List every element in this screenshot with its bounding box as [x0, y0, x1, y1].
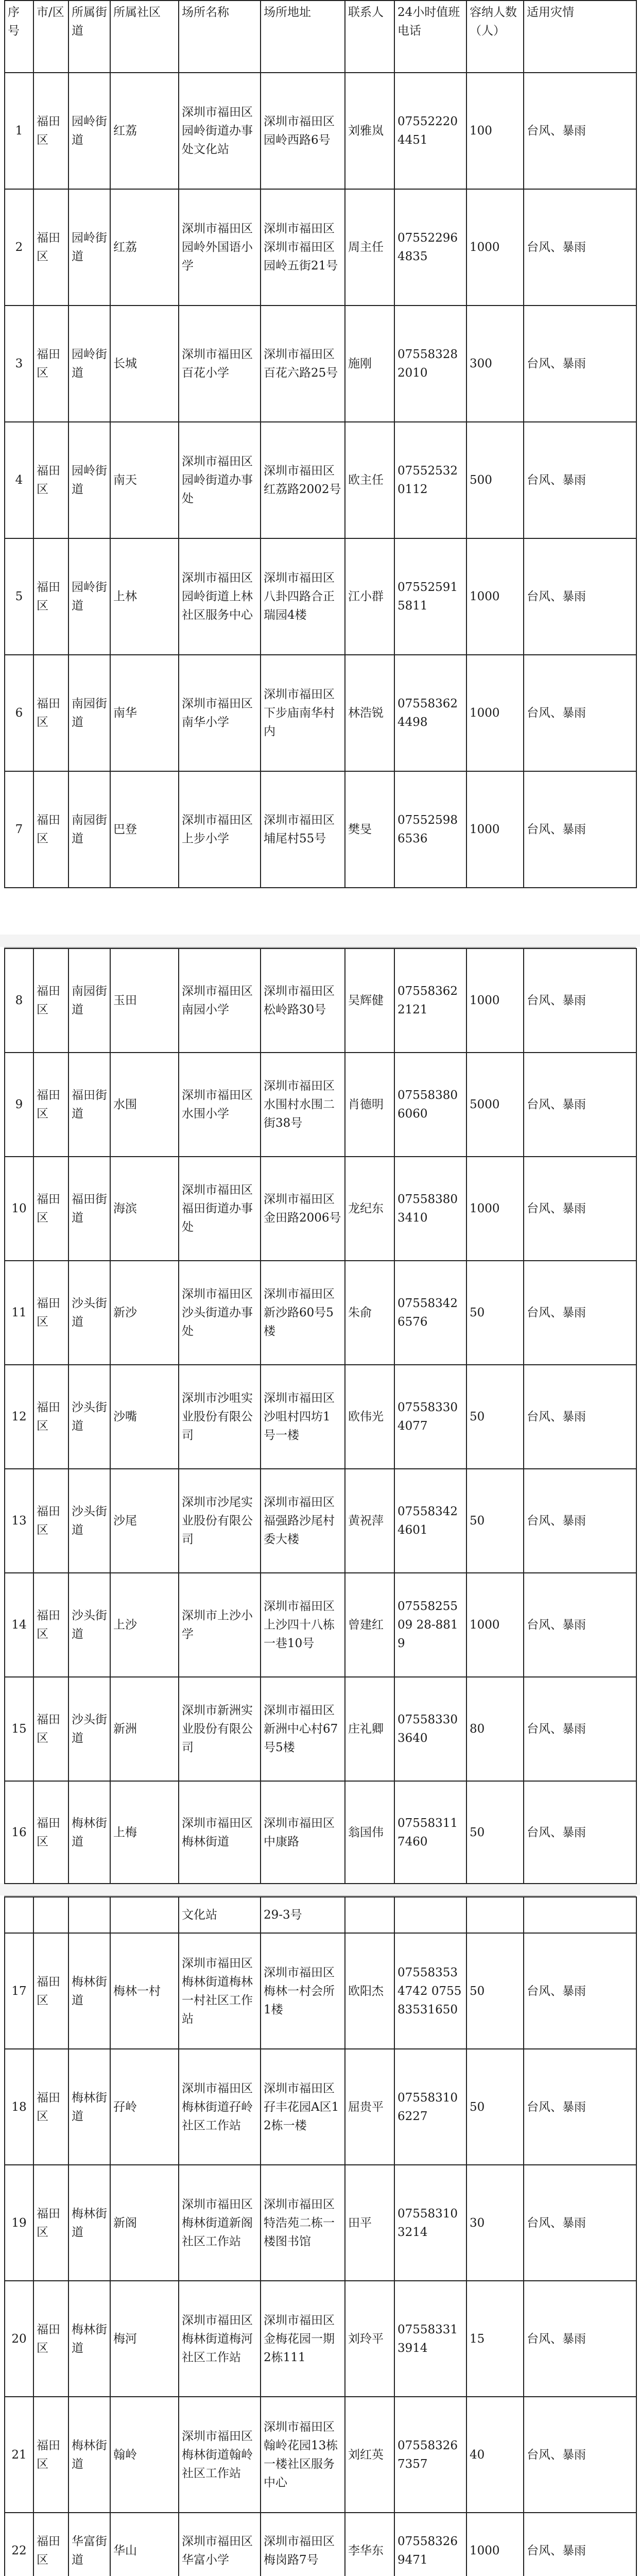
street-cell: 南园街道	[68, 655, 110, 771]
district-cell: 福田区	[33, 2165, 68, 2281]
district-cell: 福田区	[33, 948, 68, 1053]
community-cell: 红荔	[110, 73, 179, 189]
community-cell: 玉田	[110, 948, 179, 1053]
serial-cell: 19	[5, 2165, 33, 2281]
venue-name-cell: 深圳市新洲实业股份有限公司	[179, 1677, 261, 1781]
community-cell: 红荔	[110, 189, 179, 306]
street-cell: 梅林街道	[68, 2281, 110, 2397]
serial-cell: 20	[5, 2281, 33, 2397]
address-cell: 深圳市福田区水围村水围二街38号	[261, 1053, 345, 1157]
table-row	[5, 1897, 636, 1933]
phone-cell: 075583267357	[394, 2397, 466, 2513]
contact-cell: 田平	[345, 2165, 394, 2281]
district-cell: 福田区	[33, 73, 68, 189]
street-cell	[68, 1897, 110, 1933]
table-row	[5, 1677, 636, 1781]
capacity-cell: 1000	[466, 2513, 524, 2576]
community-cell: 新阁	[110, 2165, 179, 2281]
venue-name-cell: 深圳市沙咀实业股份有限公司	[179, 1365, 261, 1469]
capacity-cell: 1000	[466, 189, 524, 306]
address-cell: 深圳市福田区下步庙南华村内	[261, 655, 345, 771]
capacity-cell: 80	[466, 1677, 524, 1781]
community-cell: 梅河	[110, 2281, 179, 2397]
address-cell: 深圳市福田区新洲中心村67号5楼	[261, 1677, 345, 1781]
phone-cell: 075583424601	[394, 1469, 466, 1573]
disaster-cell: 台风、暴雨	[524, 655, 636, 771]
shelter-table	[4, 0, 637, 888]
serial-cell: 8	[5, 948, 33, 1053]
table-section	[4, 1895, 636, 2576]
shelter-table	[4, 948, 637, 1884]
contact-cell: 周主任	[345, 189, 394, 306]
phone-cell: 075583313914	[394, 2281, 466, 2397]
community-cell: 梅林一村	[110, 1933, 179, 2049]
capacity-cell: 500	[466, 422, 524, 538]
table-section	[4, 0, 636, 888]
capacity-cell: 50	[466, 1469, 524, 1573]
disaster-cell: 台风、暴雨	[524, 73, 636, 189]
venue-name-cell: 深圳市福田区梅林街道新阁社区工作站	[179, 2165, 261, 2281]
column-header: 容纳人数（人）	[466, 1, 524, 73]
capacity-cell: 50	[466, 1933, 524, 2049]
capacity-cell: 1000	[466, 1157, 524, 1261]
serial-cell: 15	[5, 1677, 33, 1781]
venue-name-cell: 深圳市上沙小学	[179, 1573, 261, 1677]
address-cell: 深圳市福田区沙咀村四坊1号一楼	[261, 1365, 345, 1469]
contact-cell: 肖德明	[345, 1053, 394, 1157]
district-cell: 福田区	[33, 1933, 68, 2049]
contact-cell: 李华东	[345, 2513, 394, 2576]
address-cell: 深圳市福田区八卦四路合正瑞园4楼	[261, 538, 345, 655]
venue-name-cell: 深圳市福田区南园小学	[179, 948, 261, 1053]
venue-name-cell: 文化站	[179, 1897, 261, 1933]
serial-cell: 9	[5, 1053, 33, 1157]
disaster-cell: 台风、暴雨	[524, 1365, 636, 1469]
capacity-cell: 50	[466, 1261, 524, 1365]
district-cell: 福田区	[33, 2513, 68, 2576]
street-cell: 华富街道	[68, 2513, 110, 2576]
community-cell: 水围	[110, 1053, 179, 1157]
phone-cell: 075583117460	[394, 1781, 466, 1884]
venue-name-cell: 深圳市福田区福田街道办事处	[179, 1157, 261, 1261]
address-cell: 深圳市福田区上沙四十八栋一巷10号	[261, 1573, 345, 1677]
contact-cell: 朱俞	[345, 1261, 394, 1365]
contact-cell: 刘玲平	[345, 2281, 394, 2397]
serial-cell: 11	[5, 1261, 33, 1365]
shelter-table	[4, 1896, 637, 2576]
table-row	[5, 2049, 636, 2165]
serial-cell: 18	[5, 2049, 33, 2165]
capacity-cell	[466, 1897, 524, 1933]
phone-cell: 075583622121	[394, 948, 466, 1053]
address-cell: 深圳市福田区深圳市福田区园岭五街21号	[261, 189, 345, 306]
district-cell: 福田区	[33, 189, 68, 306]
district-cell: 福田区	[33, 422, 68, 538]
serial-cell: 16	[5, 1781, 33, 1884]
phone-cell: 075522964835	[394, 189, 466, 306]
community-cell: 华山	[110, 2513, 179, 2576]
community-cell: 南华	[110, 655, 179, 771]
community-cell: 巴登	[110, 771, 179, 888]
venue-name-cell: 深圳市福田区华富小学	[179, 2513, 261, 2576]
contact-cell: 庄礼卿	[345, 1677, 394, 1781]
contact-cell: 吴辉健	[345, 948, 394, 1053]
capacity-cell: 1000	[466, 655, 524, 771]
street-cell: 园岭街道	[68, 538, 110, 655]
disaster-cell: 台风、暴雨	[524, 306, 636, 422]
disaster-cell: 台风、暴雨	[524, 2049, 636, 2165]
table-row	[5, 538, 636, 655]
venue-name-cell: 深圳市福田区园岭街道办事处文化站	[179, 73, 261, 189]
district-cell: 福田区	[33, 2397, 68, 2513]
column-header: 所属街道	[68, 1, 110, 73]
address-cell: 深圳市福田区金田路2006号	[261, 1157, 345, 1261]
column-header: 序号	[5, 1, 33, 73]
table-row	[5, 1933, 636, 2049]
column-header: 市/区	[33, 1, 68, 73]
contact-cell: 龙纪东	[345, 1157, 394, 1261]
venue-name-cell: 深圳市福田区园岭外国语小学	[179, 189, 261, 306]
phone-cell: 075583806060	[394, 1053, 466, 1157]
district-cell: 福田区	[33, 2281, 68, 2397]
street-cell: 沙头街道	[68, 1261, 110, 1365]
disaster-cell: 台风、暴雨	[524, 1677, 636, 1781]
contact-cell: 欧伟光	[345, 1365, 394, 1469]
contact-cell: 樊旻	[345, 771, 394, 888]
column-header: 24小时值班电话	[394, 1, 466, 73]
phone-cell: 075583103214	[394, 2165, 466, 2281]
serial-cell: 10	[5, 1157, 33, 1261]
contact-cell: 刘雅岚	[345, 73, 394, 189]
contact-cell: 施刚	[345, 306, 394, 422]
street-cell: 福田街道	[68, 1157, 110, 1261]
disaster-cell: 台风、暴雨	[524, 1261, 636, 1365]
district-cell: 福田区	[33, 306, 68, 422]
community-cell: 海滨	[110, 1157, 179, 1261]
disaster-cell: 台风、暴雨	[524, 1469, 636, 1573]
street-cell: 南园街道	[68, 771, 110, 888]
table-row	[5, 2397, 636, 2513]
table-section	[4, 947, 636, 1884]
venue-name-cell: 深圳市福田区梅林街道孖岭社区工作站	[179, 2049, 261, 2165]
phone-cell: 075525915811	[394, 538, 466, 655]
serial-cell: 5	[5, 538, 33, 655]
serial-cell: 17	[5, 1933, 33, 2049]
venue-name-cell: 深圳市福田区园岭街道办事处	[179, 422, 261, 538]
disaster-cell: 台风、暴雨	[524, 538, 636, 655]
address-cell: 29-3号	[261, 1897, 345, 1933]
venue-name-cell: 深圳市福田区梅林街道	[179, 1781, 261, 1884]
capacity-cell: 50	[466, 2049, 524, 2165]
district-cell: 福田区	[33, 771, 68, 888]
capacity-cell: 1000	[466, 771, 524, 888]
contact-cell: 欧阳杰	[345, 1933, 394, 2049]
column-header: 场所地址	[261, 1, 345, 73]
phone-cell: 075525320112	[394, 422, 466, 538]
community-cell: 翰岭	[110, 2397, 179, 2513]
community-cell	[110, 1897, 179, 1933]
phone-cell: 075583106227	[394, 2049, 466, 2165]
capacity-cell: 1000	[466, 948, 524, 1053]
table-row	[5, 1157, 636, 1261]
serial-cell: 13	[5, 1469, 33, 1573]
address-cell: 深圳市福田区金梅花园一期2栋111	[261, 2281, 345, 2397]
disaster-cell: 台风、暴雨	[524, 771, 636, 888]
address-cell: 深圳市福田区红荔路2002号	[261, 422, 345, 538]
table-row	[5, 2281, 636, 2397]
table-header-row	[5, 1, 636, 73]
street-cell: 园岭街道	[68, 422, 110, 538]
disaster-cell: 台风、暴雨	[524, 2165, 636, 2281]
community-cell: 长城	[110, 306, 179, 422]
serial-cell: 3	[5, 306, 33, 422]
capacity-cell: 40	[466, 2397, 524, 2513]
street-cell: 沙头街道	[68, 1573, 110, 1677]
disaster-cell: 台风、暴雨	[524, 1781, 636, 1884]
street-cell: 园岭街道	[68, 189, 110, 306]
district-cell: 福田区	[33, 1157, 68, 1261]
contact-cell: 江小群	[345, 538, 394, 655]
phone-cell: 075583803410	[394, 1157, 466, 1261]
phone-cell: 075583282010	[394, 306, 466, 422]
venue-name-cell: 深圳市福田区南华小学	[179, 655, 261, 771]
table-row	[5, 1053, 636, 1157]
street-cell: 园岭街道	[68, 306, 110, 422]
table-row	[5, 1469, 636, 1573]
district-cell: 福田区	[33, 1261, 68, 1365]
street-cell: 沙头街道	[68, 1677, 110, 1781]
disaster-cell: 台风、暴雨	[524, 1053, 636, 1157]
serial-cell: 6	[5, 655, 33, 771]
serial-cell: 14	[5, 1573, 33, 1677]
disaster-cell	[524, 1897, 636, 1933]
serial-cell: 22	[5, 2513, 33, 2576]
disaster-cell: 台风、暴雨	[524, 2281, 636, 2397]
capacity-cell: 300	[466, 306, 524, 422]
street-cell: 梅林街道	[68, 1933, 110, 2049]
page-gap	[0, 935, 640, 947]
district-cell: 福田区	[33, 1573, 68, 1677]
venue-name-cell: 深圳市福田区上步小学	[179, 771, 261, 888]
street-cell: 梅林街道	[68, 2397, 110, 2513]
address-cell: 深圳市福田区百花六路25号	[261, 306, 345, 422]
district-cell	[33, 1897, 68, 1933]
serial-cell: 4	[5, 422, 33, 538]
community-cell: 沙尾	[110, 1469, 179, 1573]
phone-cell: 075522204451	[394, 73, 466, 189]
table-row	[5, 948, 636, 1053]
contact-cell	[345, 1897, 394, 1933]
contact-cell: 欧主任	[345, 422, 394, 538]
column-header: 适用灾情	[524, 1, 636, 73]
contact-cell: 屈贵平	[345, 2049, 394, 2165]
serial-cell: 1	[5, 73, 33, 189]
capacity-cell: 100	[466, 73, 524, 189]
phone-cell: 075525986536	[394, 771, 466, 888]
capacity-cell: 1000	[466, 538, 524, 655]
street-cell: 梅林街道	[68, 1781, 110, 1884]
disaster-cell: 台风、暴雨	[524, 422, 636, 538]
table-row	[5, 422, 636, 538]
venue-name-cell: 深圳市福田区水围小学	[179, 1053, 261, 1157]
venue-name-cell: 深圳市沙尾实业股份有限公司	[179, 1469, 261, 1573]
capacity-cell: 50	[466, 1781, 524, 1884]
capacity-cell: 5000	[466, 1053, 524, 1157]
address-cell: 深圳市福田区特浩苑二栋一楼图书馆	[261, 2165, 345, 2281]
disaster-cell: 台风、暴雨	[524, 1157, 636, 1261]
serial-cell: 2	[5, 189, 33, 306]
venue-name-cell: 深圳市福田区梅林街道梅林一村社区工作站	[179, 1933, 261, 2049]
district-cell: 福田区	[33, 1053, 68, 1157]
table-row	[5, 73, 636, 189]
venue-name-cell: 深圳市福田区百花小学	[179, 306, 261, 422]
street-cell: 梅林街道	[68, 2049, 110, 2165]
street-cell: 梅林街道	[68, 2165, 110, 2281]
community-cell: 沙嘴	[110, 1365, 179, 1469]
street-cell: 沙头街道	[68, 1469, 110, 1573]
table-row	[5, 306, 636, 422]
phone-cell: 075583269471	[394, 2513, 466, 2576]
address-cell: 深圳市福田区新沙路60号5楼	[261, 1261, 345, 1365]
table-row	[5, 1781, 636, 1884]
community-cell: 上林	[110, 538, 179, 655]
contact-cell: 曾建红	[345, 1573, 394, 1677]
serial-cell: 21	[5, 2397, 33, 2513]
street-cell: 沙头街道	[68, 1365, 110, 1469]
table-row	[5, 1573, 636, 1677]
district-cell: 福田区	[33, 1365, 68, 1469]
venue-name-cell: 深圳市福田区梅林街道梅河社区工作站	[179, 2281, 261, 2397]
address-cell: 深圳市福田区梅岗路7号	[261, 2513, 345, 2576]
phone-cell	[394, 1897, 466, 1933]
address-cell: 深圳市福田区翰岭花园13栋一楼社区服务中心	[261, 2397, 345, 2513]
district-cell: 福田区	[33, 655, 68, 771]
community-cell: 上梅	[110, 1781, 179, 1884]
community-cell: 南天	[110, 422, 179, 538]
table-row	[5, 2165, 636, 2281]
capacity-cell: 15	[466, 2281, 524, 2397]
district-cell: 福田区	[33, 1781, 68, 1884]
phone-cell: 075583624498	[394, 655, 466, 771]
address-cell: 深圳市福田区孖丰花园A区12栋一楼	[261, 2049, 345, 2165]
page-gap	[0, 1883, 640, 1895]
serial-cell	[5, 1897, 33, 1933]
phone-cell: 075583426576	[394, 1261, 466, 1365]
venue-name-cell: 深圳市福田区园岭街道上林社区服务中心	[179, 538, 261, 655]
table-row	[5, 771, 636, 888]
table-row	[5, 2513, 636, 2576]
phone-cell: 0755825509 28-8819	[394, 1573, 466, 1677]
venue-name-cell: 深圳市福田区梅林街道翰岭社区工作站	[179, 2397, 261, 2513]
venue-name-cell: 深圳市福田区沙头街道办事处	[179, 1261, 261, 1365]
address-cell: 深圳市福田区福强路沙尾村委大楼	[261, 1469, 345, 1573]
community-cell: 孖岭	[110, 2049, 179, 2165]
capacity-cell: 50	[466, 1365, 524, 1469]
disaster-cell: 台风、暴雨	[524, 1573, 636, 1677]
capacity-cell: 30	[466, 2165, 524, 2281]
district-cell: 福田区	[33, 538, 68, 655]
community-cell: 上沙	[110, 1573, 179, 1677]
phone-cell: 075583303640	[394, 1677, 466, 1781]
address-cell: 深圳市福田区梅林一村会所1楼	[261, 1933, 345, 2049]
disaster-cell: 台风、暴雨	[524, 2397, 636, 2513]
street-cell: 福田街道	[68, 1053, 110, 1157]
column-header: 所属社区	[110, 1, 179, 73]
disaster-cell: 台风、暴雨	[524, 1933, 636, 2049]
contact-cell: 黄祝萍	[345, 1469, 394, 1573]
district-cell: 福田区	[33, 1677, 68, 1781]
table-row	[5, 655, 636, 771]
street-cell: 园岭街道	[68, 73, 110, 189]
address-cell: 深圳市福田区园岭西路6号	[261, 73, 345, 189]
table-row	[5, 1261, 636, 1365]
phone-cell: 075583534742 0755 83531650	[394, 1933, 466, 2049]
capacity-cell: 1000	[466, 1573, 524, 1677]
community-cell: 新洲	[110, 1677, 179, 1781]
column-header: 场所名称	[179, 1, 261, 73]
column-header: 联系人	[345, 1, 394, 73]
district-cell: 福田区	[33, 2049, 68, 2165]
serial-cell: 7	[5, 771, 33, 888]
disaster-cell: 台风、暴雨	[524, 189, 636, 306]
address-cell: 深圳市福田区埔尾村55号	[261, 771, 345, 888]
table-row	[5, 189, 636, 306]
disaster-cell: 台风、暴雨	[524, 948, 636, 1053]
phone-cell: 075583304077	[394, 1365, 466, 1469]
contact-cell: 林浩锐	[345, 655, 394, 771]
contact-cell: 翁国伟	[345, 1781, 394, 1884]
community-cell: 新沙	[110, 1261, 179, 1365]
district-cell: 福田区	[33, 1469, 68, 1573]
address-cell: 深圳市福田区中康路	[261, 1781, 345, 1884]
address-cell: 深圳市福田区松岭路30号	[261, 948, 345, 1053]
street-cell: 南园街道	[68, 948, 110, 1053]
serial-cell: 12	[5, 1365, 33, 1469]
disaster-cell: 台风、暴雨	[524, 2513, 636, 2576]
contact-cell: 刘红英	[345, 2397, 394, 2513]
table-row	[5, 1365, 636, 1469]
